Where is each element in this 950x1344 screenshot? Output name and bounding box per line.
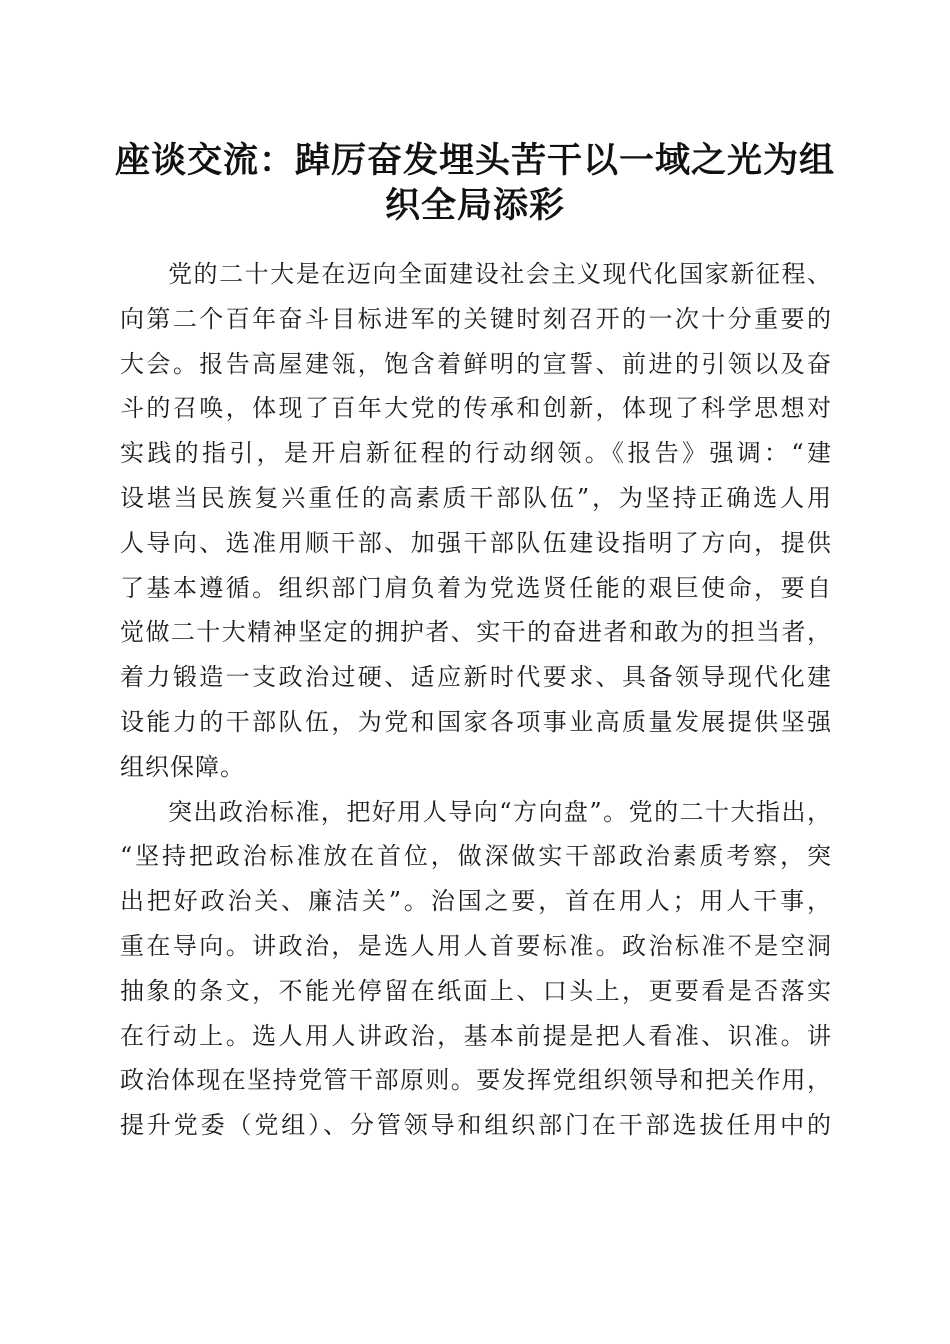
paragraph-line: 了基本遵循。组织部门肩负着为党选贤任能的艰巨使命，要自 bbox=[120, 573, 832, 602]
paragraph-line: 着力锻造一支政治过硬、适应新时代要求、具备领导现代化建 bbox=[120, 663, 832, 692]
paragraph-line: “坚持把政治标准放在首位，做深做实干部政治素质考察，突 bbox=[120, 842, 832, 871]
paragraph-2 bbox=[120, 790, 832, 1148]
paragraph-line: 大会。报告高屋建瓴，饱含着鲜明的宣誓、前进的引领以及奋 bbox=[120, 349, 832, 378]
paragraph-line: 抽象的条文，不能光停留在纸面上、口头上，更要看是否落实 bbox=[120, 976, 832, 1005]
paragraph-line: 出把好政治关、廉洁关”。治国之要，首在用人；用人干事， bbox=[120, 887, 832, 916]
paragraph-line: 设能力的干部队伍，为党和国家各项事业高质量发展提供坚强 bbox=[120, 707, 832, 736]
paragraph-line: 组织保障。 bbox=[120, 752, 245, 781]
paragraph-line: 重在导向。讲政治，是选人用人首要标准。政治标准不是空洞 bbox=[120, 931, 832, 960]
paragraph-line: 实践的指引，是开启新征程的行动纲领。《报告》强调：“建 bbox=[120, 439, 832, 468]
paragraph-line: 觉做二十大精神坚定的拥护者、实干的奋进者和敢为的担当者， bbox=[120, 618, 832, 647]
paragraph-line: 斗的召唤，体现了百年大党的传承和创新，体现了科学思想对 bbox=[120, 394, 832, 423]
paragraph-line: 政治体现在坚持党管干部原则。要发挥党组织领导和把关作用， bbox=[120, 1066, 832, 1095]
document-body bbox=[120, 252, 832, 1148]
paragraph-line: 在行动上。选人用人讲政治，基本前提是把人看准、识准。讲 bbox=[120, 1021, 832, 1050]
title-line-2: 织全局添彩 bbox=[384, 185, 565, 226]
paragraph-1 bbox=[120, 252, 832, 790]
document-title bbox=[110, 138, 840, 228]
paragraph-line: 党的二十大是在迈向全面建设社会主义现代化国家新征程、 bbox=[168, 260, 832, 288]
paragraph-line: 提升党委（党组）、分管领导和组织部门在干部选拔任用中的 bbox=[120, 1111, 832, 1140]
title-line-1: 座谈交流：踔厉奋发埋头苦干以一域之光为组 bbox=[114, 140, 835, 181]
paragraph-line: 设堪当民族复兴重任的高素质干部队伍”，为坚持正确选人用 bbox=[120, 483, 832, 512]
paragraph-line: 人导向、选准用顺干部、加强干部队伍建设指明了方向，提供 bbox=[120, 528, 832, 557]
paragraph-line: 突出政治标准，把好用人导向“方向盘”。党的二十大指出， bbox=[168, 797, 832, 826]
paragraph-line: 向第二个百年奋斗目标进军的关键时刻召开的一次十分重要的 bbox=[120, 304, 832, 333]
